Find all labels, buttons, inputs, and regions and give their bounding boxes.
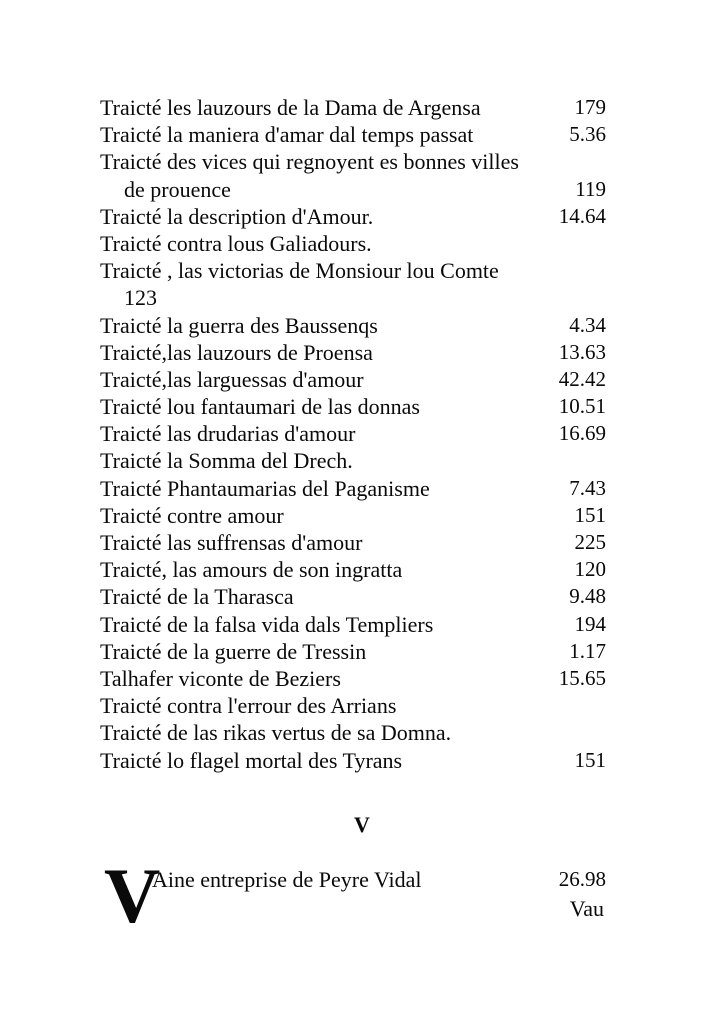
index-entry: [100, 611, 606, 638]
index-entry: [100, 747, 606, 774]
index-entry: [100, 638, 606, 665]
index-entry: [100, 420, 606, 447]
catchword: Vau: [569, 896, 604, 921]
entry-page-number: 151: [574, 747, 606, 772]
entry-page-number: 15.65: [558, 665, 606, 690]
entry-page-number: 194: [574, 611, 606, 636]
index-entry: [100, 719, 606, 746]
entry-title: Traicté lou fantaumari de las donnas: [100, 394, 420, 420]
index-entry: [100, 665, 606, 692]
entry-title: Traicté contra lous Galiadours.: [100, 230, 372, 256]
index-entry: [100, 502, 606, 529]
index-entry: [100, 447, 606, 474]
entry-page-number: 4.34: [569, 312, 606, 337]
entry-page-number: 26.98: [558, 867, 606, 891]
entry-page-number: 7.43: [569, 475, 606, 500]
entry-page-number: 1.17: [569, 638, 606, 663]
entry-title: Traicté la Somma del Drech.: [100, 448, 353, 474]
index-entry: [100, 257, 606, 284]
drop-cap-initial: V: [104, 852, 161, 939]
entry-page-number: 14.64: [558, 203, 606, 228]
entry-title: Traicté las drudarias d'amour: [100, 421, 356, 447]
entry-title: Traicté las suffrensas d'amour: [100, 530, 363, 555]
entry-page-number: 9.48: [569, 584, 606, 609]
index-entry: [100, 393, 606, 420]
entry-title: Traicté les lauzours de la Dama de Argensa: [100, 95, 481, 120]
entry-title: Traicté,las lauzours de Proensa: [100, 339, 373, 365]
entry-title: Traicté contre amour: [100, 502, 284, 528]
entry-title: Traicté contra l'errour des Arrians: [100, 693, 397, 719]
index-entry: [100, 475, 606, 502]
entry-title: de prouence: [124, 176, 231, 202]
index-entry-continuation: [100, 176, 606, 203]
entry-page-number: 179: [574, 95, 606, 119]
index-entry: [100, 148, 606, 175]
entry-page-number: 120: [574, 557, 606, 582]
entry-title: Traicté , las victorias de Monsiour lou Comte: [100, 258, 499, 284]
index-list: [100, 94, 606, 774]
entry-title: Traicté des vices qui regnoyent es bonnes villes: [100, 149, 519, 175]
entry-title: Aine entreprise de Peyre Vidal: [152, 867, 422, 892]
entry-title: Traicté de la Tharasca: [100, 584, 294, 610]
entry-title: Traicté, las amours de son ingratta: [100, 557, 403, 583]
entry-page-number: 119: [575, 176, 606, 201]
index-entry: [100, 203, 606, 230]
entry-title: Traicté la description d'Amour.: [100, 203, 374, 229]
index-entry: [100, 339, 606, 366]
index-entry: [100, 529, 606, 556]
index-entry: [100, 692, 606, 719]
index-entry: [100, 121, 606, 148]
entry-page-number: 13.63: [558, 339, 606, 364]
index-entry: [100, 230, 606, 257]
entry-title: Traicté de la guerre de Tressin: [100, 638, 367, 664]
index-entry: [100, 312, 606, 339]
entry-title: Traicté lo flagel mortal des Tyrans: [100, 747, 403, 773]
entry-page-number: 42.42: [558, 366, 606, 391]
entry-page-number: 225: [574, 530, 606, 554]
entry-title: Traicté de las rikas vertus de sa Domna.: [100, 720, 452, 746]
index-entry: [100, 583, 606, 610]
entry-page-number: 10.51: [558, 394, 606, 419]
entry-title: Traicté la maniera d'amar dal temps passat: [100, 122, 474, 148]
section-heading: V: [354, 812, 370, 837]
entry-title: Talhafer viconte de Beziers: [100, 665, 341, 691]
entry-title: Traicté la guerra des Baussenqs: [100, 312, 378, 338]
entry-title: 123: [124, 285, 157, 311]
entry-title: Traicté de la falsa vida dals Templiers: [100, 611, 434, 637]
entry-title: Traicté,las larguessas d'amour: [100, 366, 364, 392]
index-entry-continuation: [100, 284, 606, 311]
entry-page-number: 151: [574, 502, 606, 527]
index-entry: [100, 94, 606, 121]
index-entry: [100, 556, 606, 583]
entry-title: Traicté Phantaumarias del Paganisme: [100, 475, 430, 501]
entry-page-number: 5.36: [569, 122, 606, 147]
index-entry: [100, 366, 606, 393]
entry-page-number: 16.69: [558, 421, 606, 446]
